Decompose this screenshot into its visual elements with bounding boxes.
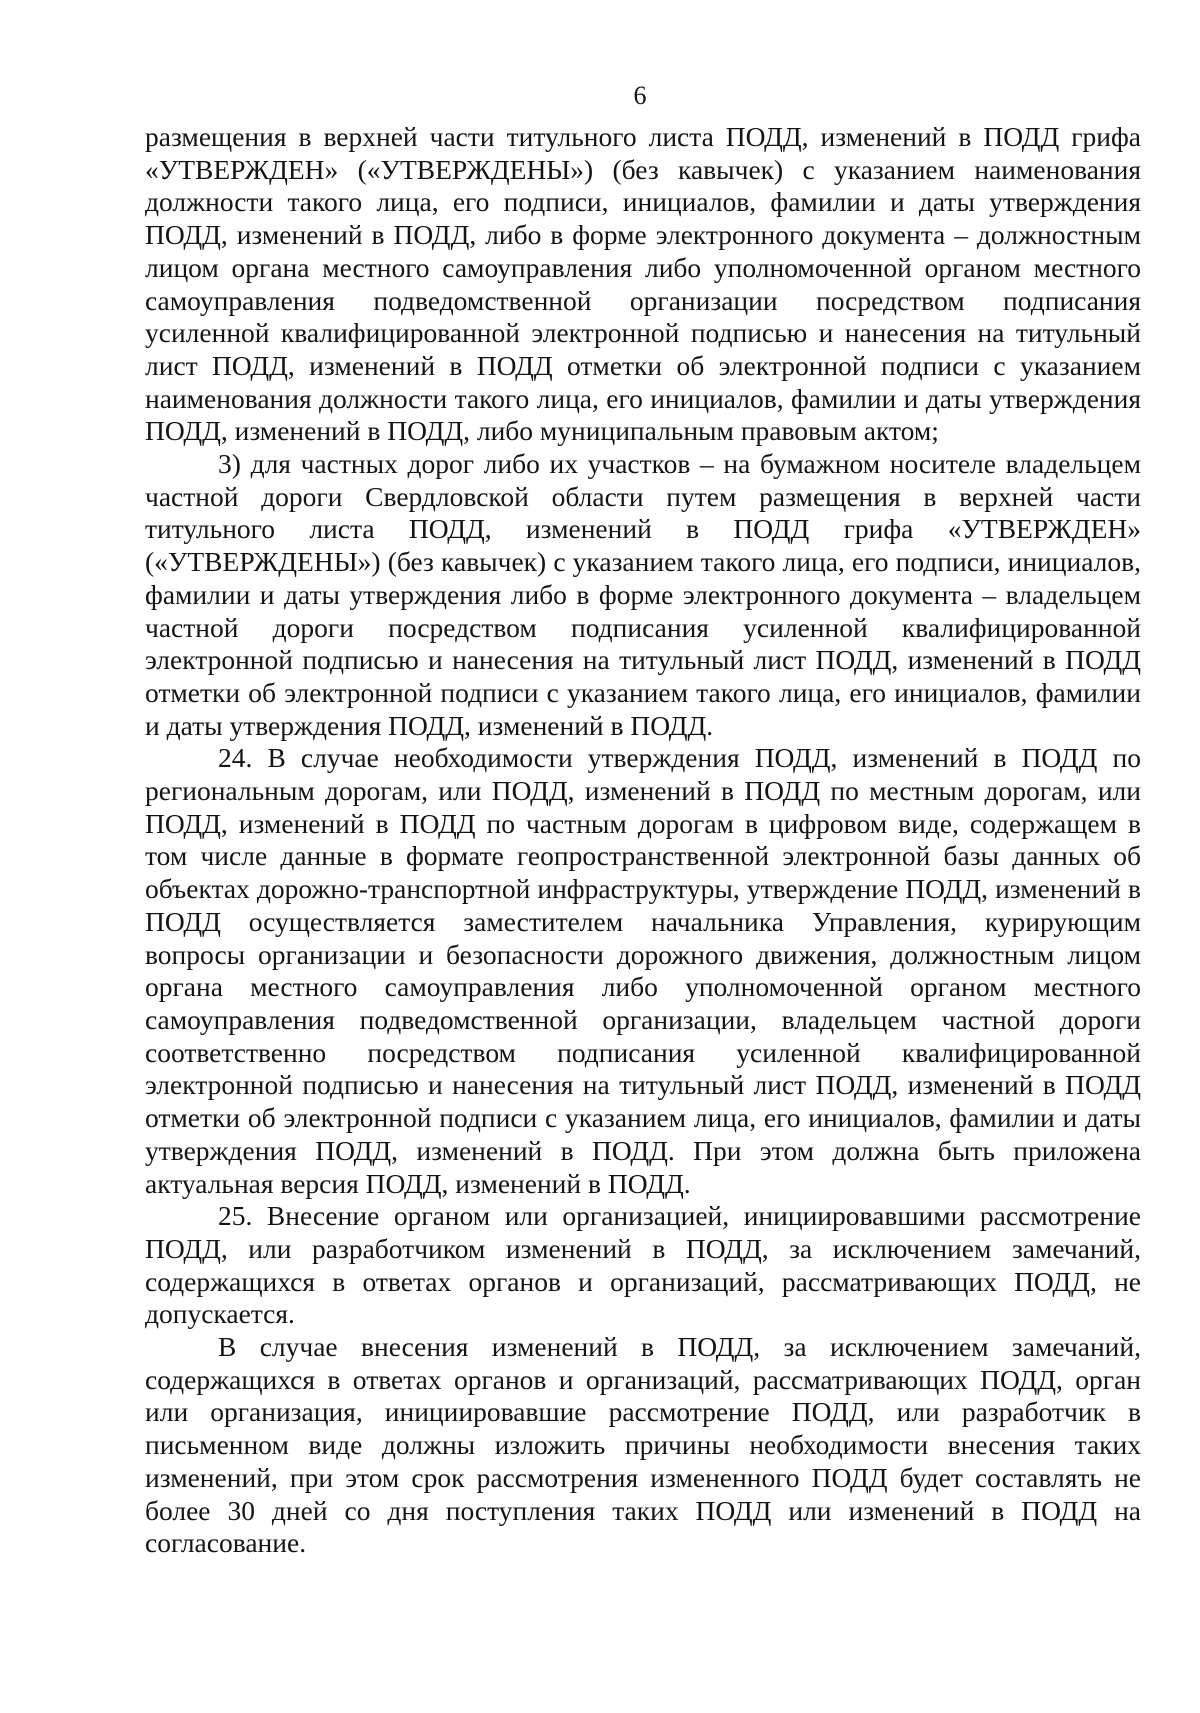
paragraph-item-3: 3) для частных дорог либо их участков – на бумажном носителе владельцем частной дороги Свердловской области путем размещения в верхней части титульного листа ПОДД, изменений в ПОДД грифа «УТВЕРЖДЕН» («УТВЕРЖДЕНЫ») (без кавычек) с указанием такого лица, его подписи, инициалов, фамилии и даты утверждения либо в форме электронного документа – владельцем частной дороги посредством подписания усиленной квалифицированной электронной подписью и нанесения на титульный лист ПОДД, изменений в ПОДД отметки об электронной подписи с указанием такого лица, его инициалов, фамилии и даты утверждения ПОДД, изменений в ПОДД. bbox=[145, 448, 1141, 741]
paragraph-clause-25-continuation: В случае внесения изменений в ПОДД, за исключением замечаний, содержащихся в ответах органов и организаций, рассматривающих ПОДД, орган или организация, инициировавшие рассмотрение ПОДД, или разработчик в письменном виде должны изложить причины необходимости внесения таких изменений, при этом срок рассмотрения измененного ПОДД будет составлять не более 30 дней со дня поступления таких ПОДД или изменений в ПОДД на согласование. bbox=[145, 1331, 1141, 1559]
document-body bbox=[145, 121, 1141, 1560]
page-number: 6 bbox=[633, 81, 647, 110]
paragraph-continuation: размещения в верхней части титульного листа ПОДД, изменений в ПОДД грифа «УТВЕРЖДЕН» («УТВЕРЖДЕНЫ») (без кавычек) с указанием наименования должности такого лица, его подписи, инициалов, фамилии и даты утверждения ПОДД, изменений в ПОДД, либо в форме электронного документа – должностным лицом органа местного самоуправления либо уполномоченной органом местного самоуправления подведомственной организации посредством подписания усиленной квалифицированной электронной подписью и нанесения на титульный лист ПОДД, изменений в ПОДД отметки об электронной подписи с указанием наименования должности такого лица, его инициалов, фамилии и даты утверждения ПОДД, изменений в ПОДД, либо муниципальным правовым актом; bbox=[145, 121, 1141, 447]
paragraph-clause-25: 25. Внесение органом или организацией, инициировавшими рассмотрение ПОДД, или разработчиком изменений в ПОДД, за исключением замечаний, содержащихся в ответах органов и организаций, рассматривающих ПОДД, не допускается. bbox=[145, 1200, 1141, 1330]
paragraph-clause-24: 24. В случае необходимости утверждения ПОДД, изменений в ПОДД по региональным дорогам, или ПОДД, изменений в ПОДД по местным дорогам, или ПОДД, изменений в ПОДД по частным дорогам в цифровом виде, содержащем в том числе данные в формате геопространственной электронной базы данных об объектах дорожно-транспортной инфраструктуры, утверждение ПОДД, изменений в ПОДД осуществляется заместителем начальника Управления, курирующим вопросы организации и безопасности дорожного движения, должностным лицом органа местного самоуправления либо уполномоченной органом местного самоуправления подведомственной организации, владельцем частной дороги соответственно посредством подписания усиленной квалифицированной электронной подписью и нанесения на титульный лист ПОДД, изменений в ПОДД отметки об электронной подписи с указанием лица, его инициалов, фамилии и даты утверждения ПОДД, изменений в ПОДД. При этом должна быть приложена актуальная версия ПОДД, изменений в ПОДД. bbox=[145, 742, 1141, 1199]
